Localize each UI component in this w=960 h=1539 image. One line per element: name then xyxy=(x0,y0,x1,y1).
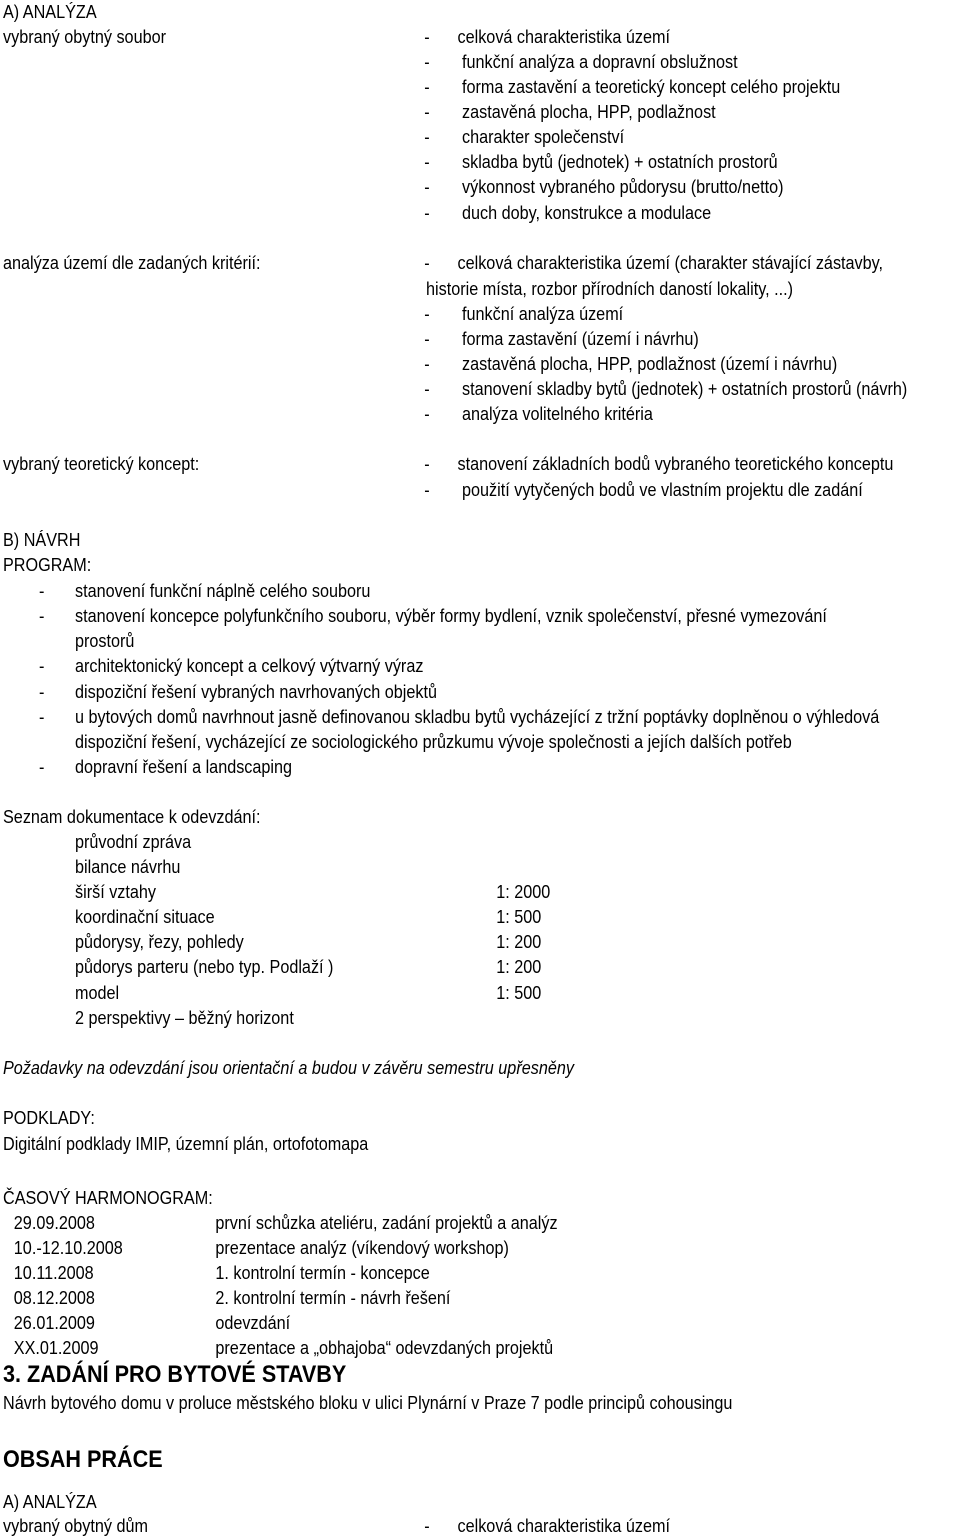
list-item: forma zastavění a teoretický koncept celého projektu xyxy=(462,77,841,97)
dash: - xyxy=(39,757,45,777)
harmonogram-date: 10.11.2008 xyxy=(13,1263,94,1283)
dash: - xyxy=(424,1516,430,1536)
label-obytny-soubor: vybraný obytný soubor xyxy=(3,27,166,47)
doc-item: koordinační situace xyxy=(75,907,215,927)
harmonogram-date: XX.01.2009 xyxy=(13,1338,99,1358)
dash: - xyxy=(39,581,45,601)
list-item: použití vytyčených bodů ve vlastním projektu dle zadání xyxy=(462,480,863,500)
doc-scale: 1: 500 xyxy=(496,983,542,1003)
dash: - xyxy=(424,177,430,197)
dash: - xyxy=(424,127,430,147)
list-item: celková charakteristika území xyxy=(457,1516,670,1536)
program-item-continuation: prostorů xyxy=(75,631,135,651)
dash: - xyxy=(424,27,430,47)
doc-item: bilance návrhu xyxy=(75,857,181,877)
dash: - xyxy=(39,707,45,727)
doc-scale: 1: 2000 xyxy=(496,882,551,902)
program-item: u bytových domů navrhnout jasně definovanou skladbu bytů vycházející z tržní poptávky doplněnou o výhledová xyxy=(75,707,880,727)
list-item: duch doby, konstrukce a modulace xyxy=(462,203,712,223)
docs-note: Požadavky na odevzdání jsou orientační a budou v závěru semestru upřesněny xyxy=(3,1058,574,1078)
list-item: zastavěná plocha, HPP, podlažnost xyxy=(462,102,716,122)
section-b-heading: B) NÁVRH xyxy=(3,530,81,550)
dash: - xyxy=(424,152,430,172)
harmonogram-date: 10.-12.10.2008 xyxy=(13,1238,123,1258)
list-item: skladba bytů (jednotek) + ostatních prostorů xyxy=(462,152,778,172)
podklady-text: Digitální podklady IMIP, územní plán, ortofotomapa xyxy=(3,1134,369,1154)
doc-scale: 1: 200 xyxy=(496,932,542,952)
doc-scale: 1: 200 xyxy=(496,957,542,977)
dash: - xyxy=(424,253,430,273)
program-item: dispoziční řešení vybraných navrhovaných objektů xyxy=(75,682,438,702)
harmonogram-date: 29.09.2008 xyxy=(13,1213,95,1233)
list-item: forma zastavění (území i návrhu) xyxy=(462,329,699,349)
obsah-heading: OBSAH PRÁCE xyxy=(3,1446,163,1473)
obsah-sub-heading: A) ANALÝZA xyxy=(3,1492,97,1512)
harmonogram-date: 08.12.2008 xyxy=(13,1288,95,1308)
doc-scale: 1: 500 xyxy=(496,907,542,927)
dash: - xyxy=(424,354,430,374)
program-item: dopravní řešení a landscaping xyxy=(75,757,293,777)
list-item: funkční analýza území xyxy=(462,304,624,324)
list-item-continuation: historie místa, rozbor přírodních daností lokality, ...) xyxy=(426,279,794,299)
dash: - xyxy=(424,77,430,97)
dash: - xyxy=(424,203,430,223)
dash: - xyxy=(424,52,430,72)
section-3-heading: 3. ZADÁNÍ PRO BYTOVÉ STAVBY xyxy=(3,1361,347,1388)
dash: - xyxy=(424,329,430,349)
label-teoreticky-koncept: vybraný teoretický koncept: xyxy=(3,454,200,474)
program-item: stanovení koncepce polyfunkčního souboru, výběr formy bydlení, vznik společenství, přesné vymezování xyxy=(75,606,827,626)
program-item: stanovení funkční náplně celého souboru xyxy=(75,581,371,601)
list-item: funkční analýza a dopravní obslužnost xyxy=(462,52,738,72)
list-item: charakter společenství xyxy=(462,127,625,147)
podklady-label: PODKLADY: xyxy=(3,1108,95,1128)
list-item: zastavěná plocha, HPP, podlažnost (území i návrhu) xyxy=(462,354,838,374)
dash: - xyxy=(424,379,430,399)
list-item: celková charakteristika území xyxy=(457,27,670,47)
list-item: celková charakteristika území (charakter stávající zástavby, xyxy=(457,253,884,273)
docs-label: Seznam dokumentace k odevzdání: xyxy=(3,807,261,827)
harmonogram-label: ČASOVÝ HARMONOGRAM: xyxy=(3,1188,213,1208)
harmonogram-text: 1. kontrolní termín - koncepce xyxy=(215,1263,430,1283)
doc-item: širší vztahy xyxy=(75,882,157,902)
doc-item: průvodní zpráva xyxy=(75,832,192,852)
harmonogram-text: první schůzka ateliéru, zadání projektů a analýz xyxy=(215,1213,558,1233)
doc-item: půdorysy, řezy, pohledy xyxy=(75,932,244,952)
section-a-heading: A) ANALÝZA xyxy=(3,2,97,22)
dash: - xyxy=(424,304,430,324)
program-item: architektonický koncept a celkový výtvarný výraz xyxy=(75,656,424,676)
dash: - xyxy=(424,454,430,474)
dash: - xyxy=(39,656,45,676)
dash: - xyxy=(424,480,430,500)
harmonogram-text: odevzdání xyxy=(215,1313,291,1333)
harmonogram-date: 26.01.2009 xyxy=(13,1313,95,1333)
program-label: PROGRAM: xyxy=(3,555,92,575)
dash: - xyxy=(39,606,45,626)
harmonogram-text: prezentace a „obhajoba“ odevzdaných projektů xyxy=(215,1338,554,1358)
list-item: stanovení základních bodů vybraného teoretického konceptu xyxy=(457,454,894,474)
doc-item: půdorys parteru (nebo typ. Podlaží ) xyxy=(75,957,334,977)
program-item-continuation: dispoziční řešení, vycházející ze sociologického průzkumu vývoje společnosti a jejích dalších potřeb xyxy=(75,732,792,752)
label-analyza-kriterii: analýza území dle zadaných kritérií: xyxy=(3,253,261,273)
list-item: stanovení skladby bytů (jednotek) + ostatních prostorů (návrh) xyxy=(462,379,908,399)
label-obytny-dum: vybraný obytný dům xyxy=(3,1516,148,1536)
section-3-text: Návrh bytového domu v proluce městského bloku v ulici Plynární v Praze 7 podle principů cohousingu xyxy=(3,1393,733,1413)
harmonogram-text: prezentace analýz (víkendový workshop) xyxy=(215,1238,509,1258)
dash: - xyxy=(424,404,430,424)
list-item: výkonnost vybraného půdorysu (brutto/netto) xyxy=(462,177,784,197)
harmonogram-text: 2. kontrolní termín - návrh řešení xyxy=(215,1288,451,1308)
dash: - xyxy=(424,102,430,122)
doc-item: 2 perspektivy – běžný horizont xyxy=(75,1008,294,1028)
doc-item: model xyxy=(75,983,120,1003)
list-item: analýza volitelného kritéria xyxy=(462,404,653,424)
dash: - xyxy=(39,682,45,702)
